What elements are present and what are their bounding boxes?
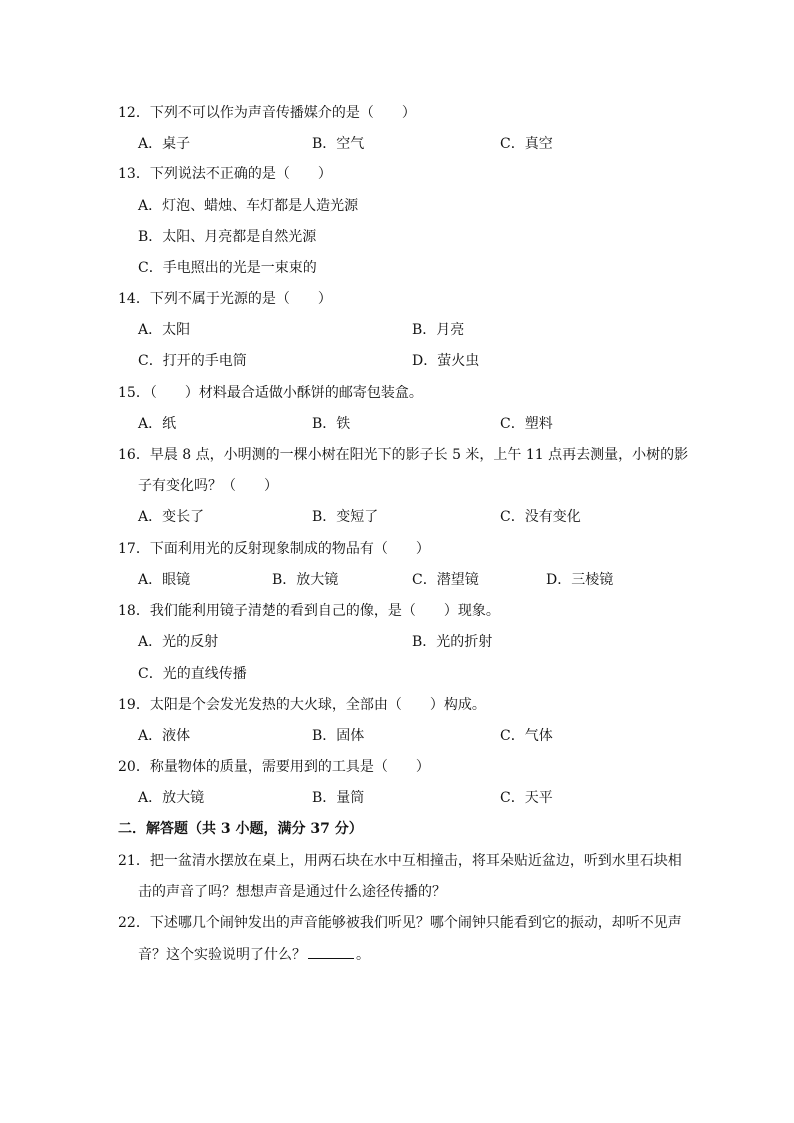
section-2-title: 二．解答题（共 3 小题，满分 37 分） <box>118 821 363 837</box>
question-17-stem: 17．下面利用光的反射现象制成的物品有（ ） <box>118 541 430 557</box>
question-20-option-c: C．天平 <box>500 790 553 806</box>
question-22-line2: 音？这个实验说明了什么？ <box>138 947 306 963</box>
question-19-option-c: C．气体 <box>500 728 553 744</box>
question-17-option-c: C．潜望镜 <box>412 572 479 588</box>
question-16-stem: 16．早晨 8 点，小明测的一棵小树在阳光下的影子长 5 米，上午 11 点再去测量，小树的影 <box>118 447 689 463</box>
question-18-option-c: C．光的直线传播 <box>138 666 247 682</box>
question-18-option-a: A．光的反射 <box>138 634 219 650</box>
question-19-option-a: A．液体 <box>138 728 191 744</box>
question-14-option-d: D．萤火虫 <box>412 353 480 369</box>
question-14-option-b: B．月亮 <box>412 322 465 338</box>
question-12-option-b: B．空气 <box>312 136 365 152</box>
answer-blank[interactable] <box>308 944 354 959</box>
question-12-option-a: A．桌子 <box>138 136 191 152</box>
question-14-option-a: A．太阳 <box>138 322 191 338</box>
question-13-option-a: A．灯泡、蜡烛、车灯都是人造光源 <box>138 198 359 214</box>
question-21-line2: 击的声音了吗？想想声音是通过什么途径传播的？ <box>138 884 446 900</box>
question-13-option-b: B．太阳、月亮都是自然光源 <box>138 229 317 245</box>
question-17-option-d: D．三棱镜 <box>546 572 614 588</box>
question-15-option-b: B．铁 <box>312 416 351 432</box>
question-13-option-c: C．手电照出的光是一束束的 <box>138 260 317 276</box>
question-16-stem-continued: 子有变化吗？（ ） <box>138 478 278 494</box>
question-20-stem: 20．称量物体的质量，需要用到的工具是（ ） <box>118 759 430 775</box>
question-19-option-b: B．固体 <box>312 728 365 744</box>
question-18-stem: 18．我们能利用镜子清楚的看到自己的像，是（ ）现象。 <box>118 603 500 619</box>
question-21-line1: 21．把一盆清水摆放在桌上，用两石块在水中互相撞击，将耳朵贴近盆边，听到水里石块相 <box>118 853 682 869</box>
question-15-option-c: C．塑料 <box>500 416 553 432</box>
question-19-stem: 19．太阳是个会发光发热的大火球，全部由（ ）构成。 <box>118 697 486 713</box>
question-20-option-b: B．量筒 <box>312 790 365 806</box>
question-16-option-a: A．变长了 <box>138 509 205 525</box>
question-20-option-a: A．放大镜 <box>138 790 205 806</box>
question-15-option-a: A．纸 <box>138 416 177 432</box>
question-16-option-b: B．变短了 <box>312 509 379 525</box>
question-17-option-a: A．眼镜 <box>138 572 191 588</box>
question-13-stem: 13．下列说法不正确的是（ ） <box>118 166 332 182</box>
question-12-option-c: C．真空 <box>500 136 553 152</box>
question-14-option-c: C．打开的手电筒 <box>138 353 247 369</box>
question-22-line2-end: 。 <box>356 947 370 963</box>
question-12-stem: 12．下列不可以作为声音传播媒介的是（ ） <box>118 105 416 121</box>
question-16-option-c: C．没有变化 <box>500 509 581 525</box>
question-15-stem: 15．（ ）材料最合适做小酥饼的邮寄包装盒。 <box>118 385 423 401</box>
question-22-line1: 22．下述哪几个闹钟发出的声音能够被我们听见？哪个闹钟只能看到它的振动，却听不见声 <box>118 915 682 931</box>
question-18-option-b: B．光的折射 <box>412 634 493 650</box>
question-14-stem: 14．下列不属于光源的是（ ） <box>118 291 332 307</box>
question-22-line2-wrap <box>138 944 370 965</box>
question-17-option-b: B．放大镜 <box>272 572 339 588</box>
